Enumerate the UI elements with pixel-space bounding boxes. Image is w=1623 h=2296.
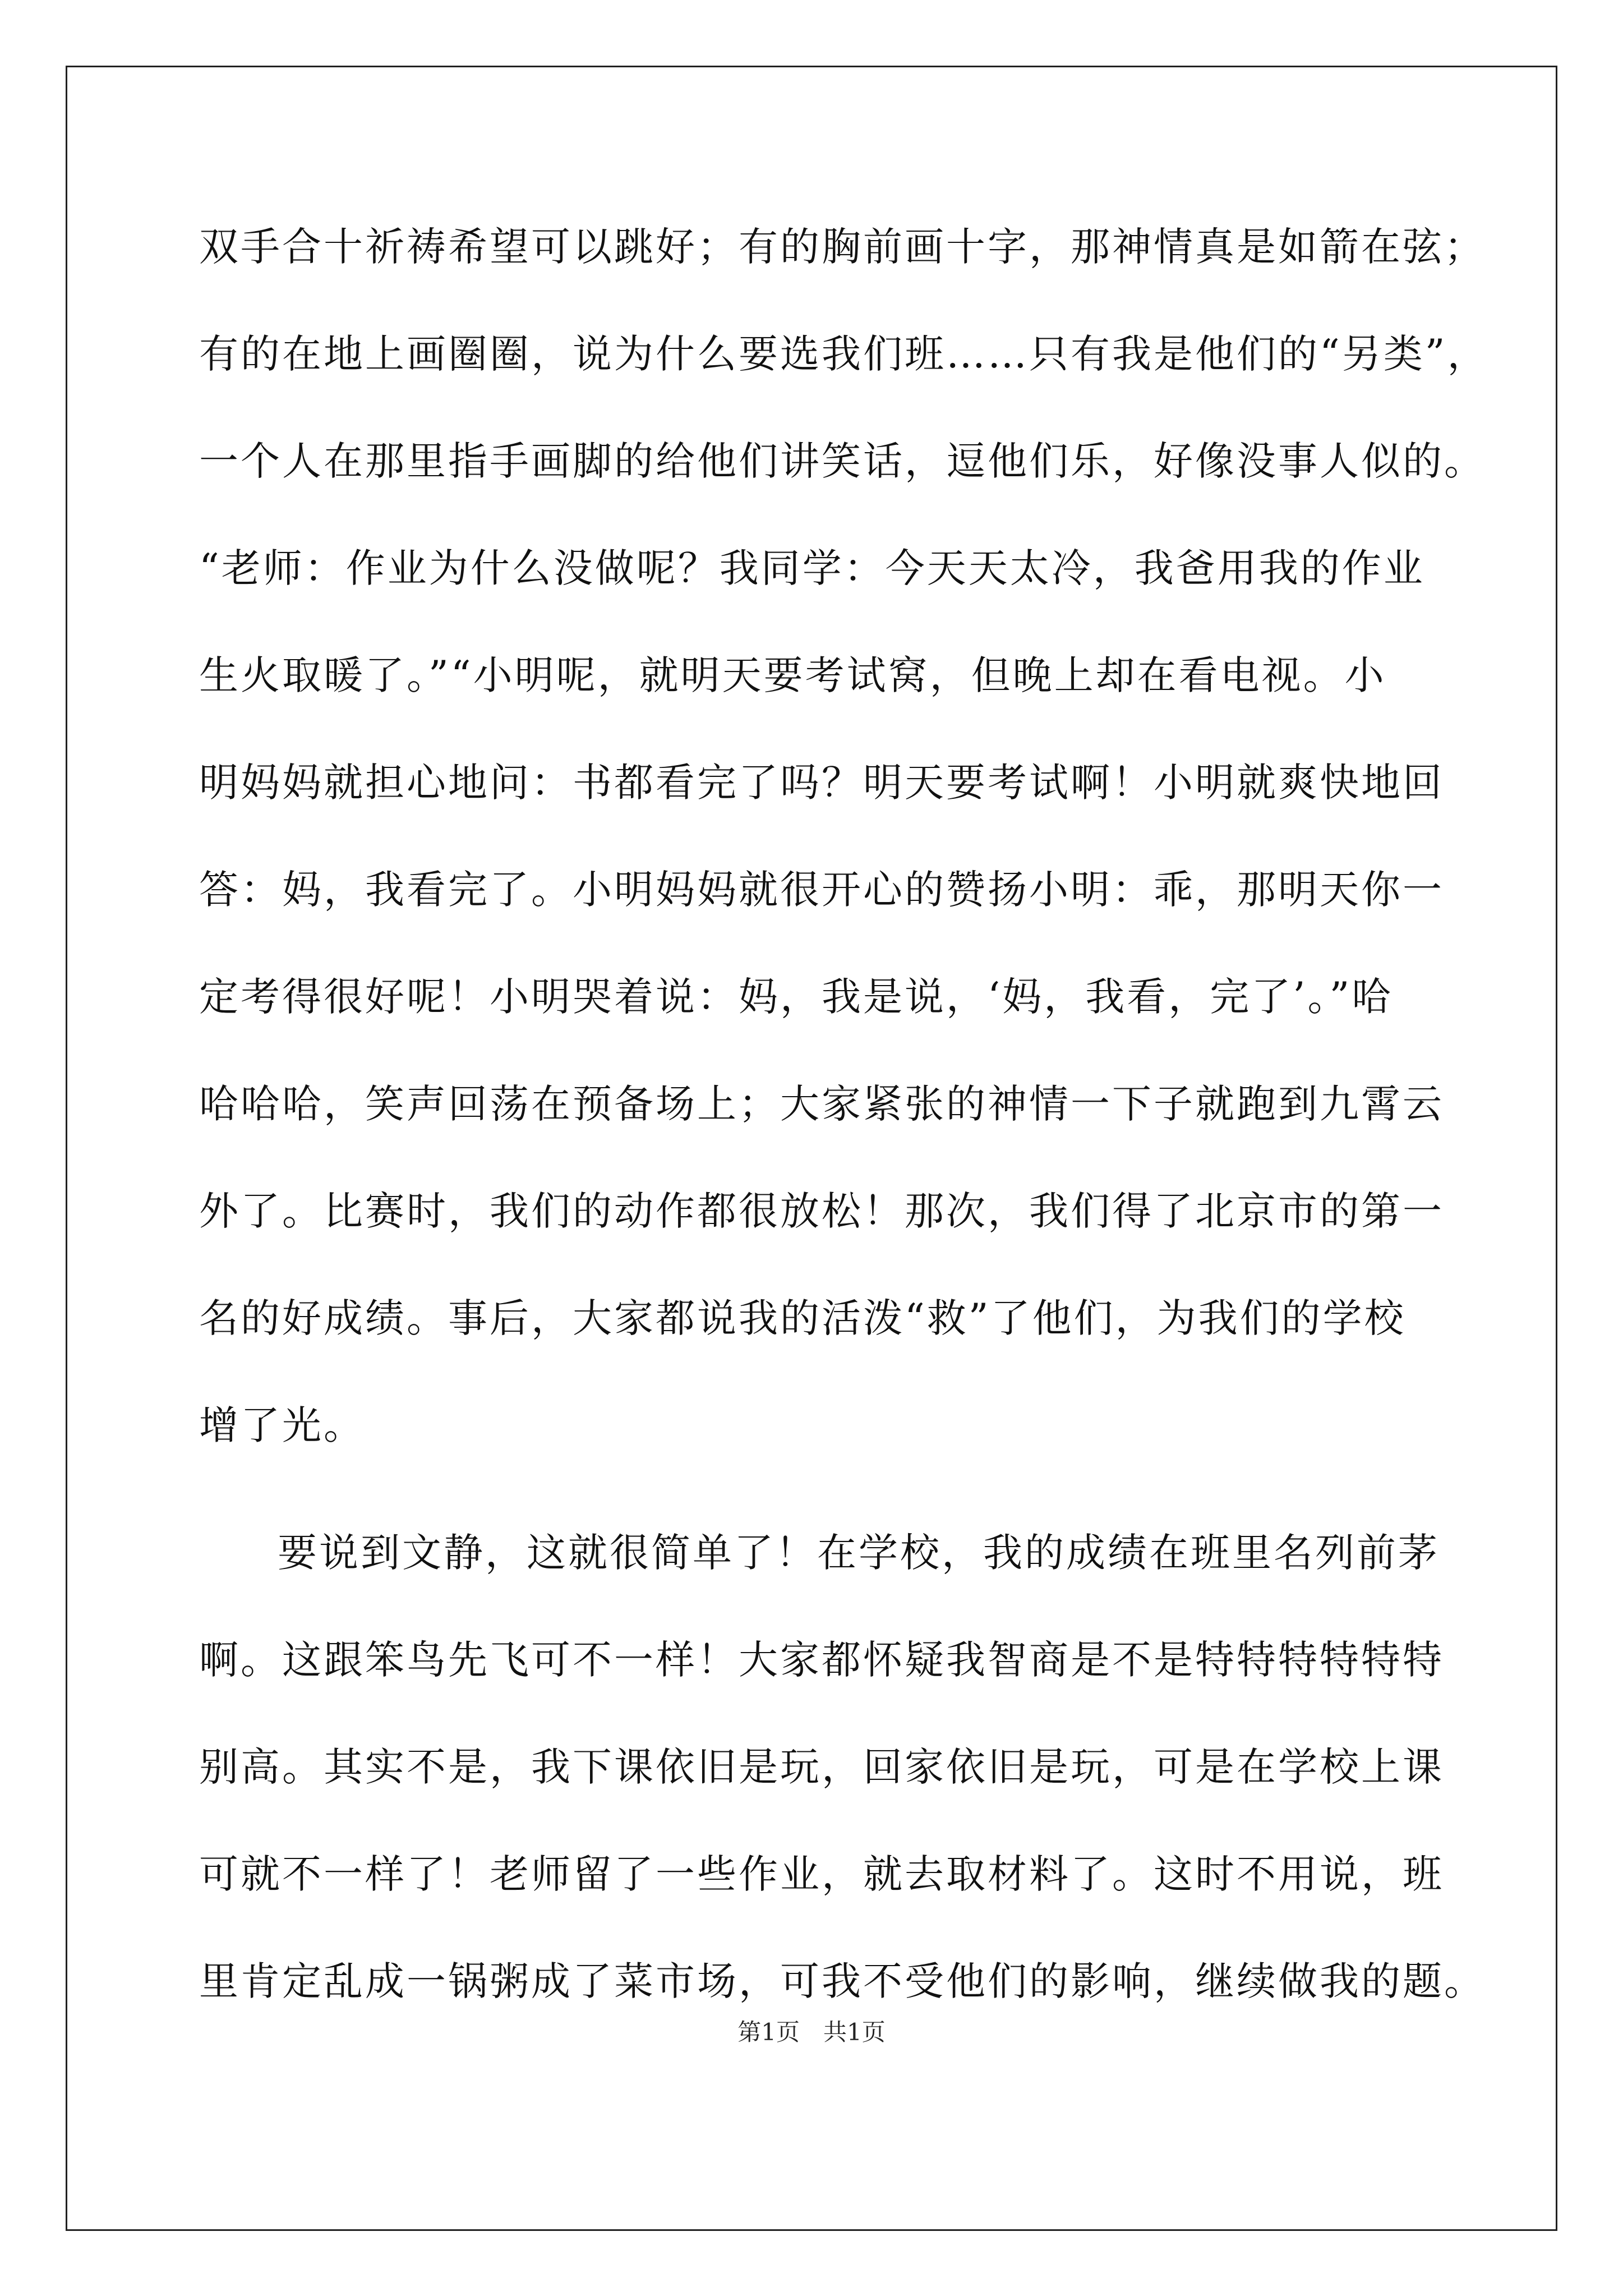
text-line: 啊。这跟笨鸟先飞可不一样！大家都怀疑我智商是不是特特特特特特 — [199, 1637, 1444, 1683]
text-line: 要说到文静，这就很简单了！在学校，我的成绩在班里名列前茅 — [278, 1530, 1440, 1576]
text-line: “老师：作业为什么没做呢？我同学：今天天太冷，我爸用我的作业 — [199, 545, 1425, 591]
text-line: 答：妈，我看完了。小明妈妈就很开心的赞扬小明：乖，那明天你一 — [199, 867, 1444, 913]
text-line: 明妈妈就担心地问：书都看完了吗？明天要考试啊！小明就爽快地回 — [199, 760, 1444, 806]
text-line: 一个人在那里指手画脚的给他们讲笑话，逗他们乐，好像没事人似的。 — [199, 438, 1486, 484]
text-line: 增了光。 — [199, 1402, 365, 1448]
text-line: 哈哈哈，笑声回荡在预备场上；大家紧张的神情一下子就跑到九霄云 — [199, 1081, 1444, 1127]
text-line: 里肯定乱成一锅粥成了菜市场，可我不受他们的影响，继续做我的题。 — [199, 1958, 1486, 2004]
page-number-footer: 第1页 共1页 — [737, 2018, 886, 2046]
text-line: 双手合十祈祷希望可以跳好；有的胸前画十字，那神情真是如箭在弦； — [199, 224, 1486, 270]
text-line: 外了。比赛时，我们的动作都很放松！那次，我们得了北京市的第一 — [199, 1188, 1444, 1234]
text-line: 可就不一样了！老师留了一些作业，就去取材料了。这时不用说，班 — [199, 1851, 1444, 1897]
paragraph-1 — [199, 194, 1489, 1479]
text-line: 生火取暖了。”“小明呢，就明天要考试窝，但晚上却在看电视。小 — [199, 652, 1386, 698]
text-line: 名的好成绩。事后，大家都说我的活泼“救”了他们，为我们的学校 — [199, 1295, 1406, 1341]
paragraph-2 — [199, 1499, 1486, 2035]
text-line: 别高。其实不是，我下课依旧是玩，回家依旧是玩，可是在学校上课 — [199, 1744, 1444, 1790]
text-line: 定考得很好呢！小明哭着说：妈，我是说，‘妈，我看，完了’。”哈 — [199, 974, 1394, 1020]
text-line: 有的在地上画圈圈，说为什么要选我们班……只有我是他们的“另类”， — [199, 331, 1489, 377]
document-body — [199, 194, 1489, 2035]
